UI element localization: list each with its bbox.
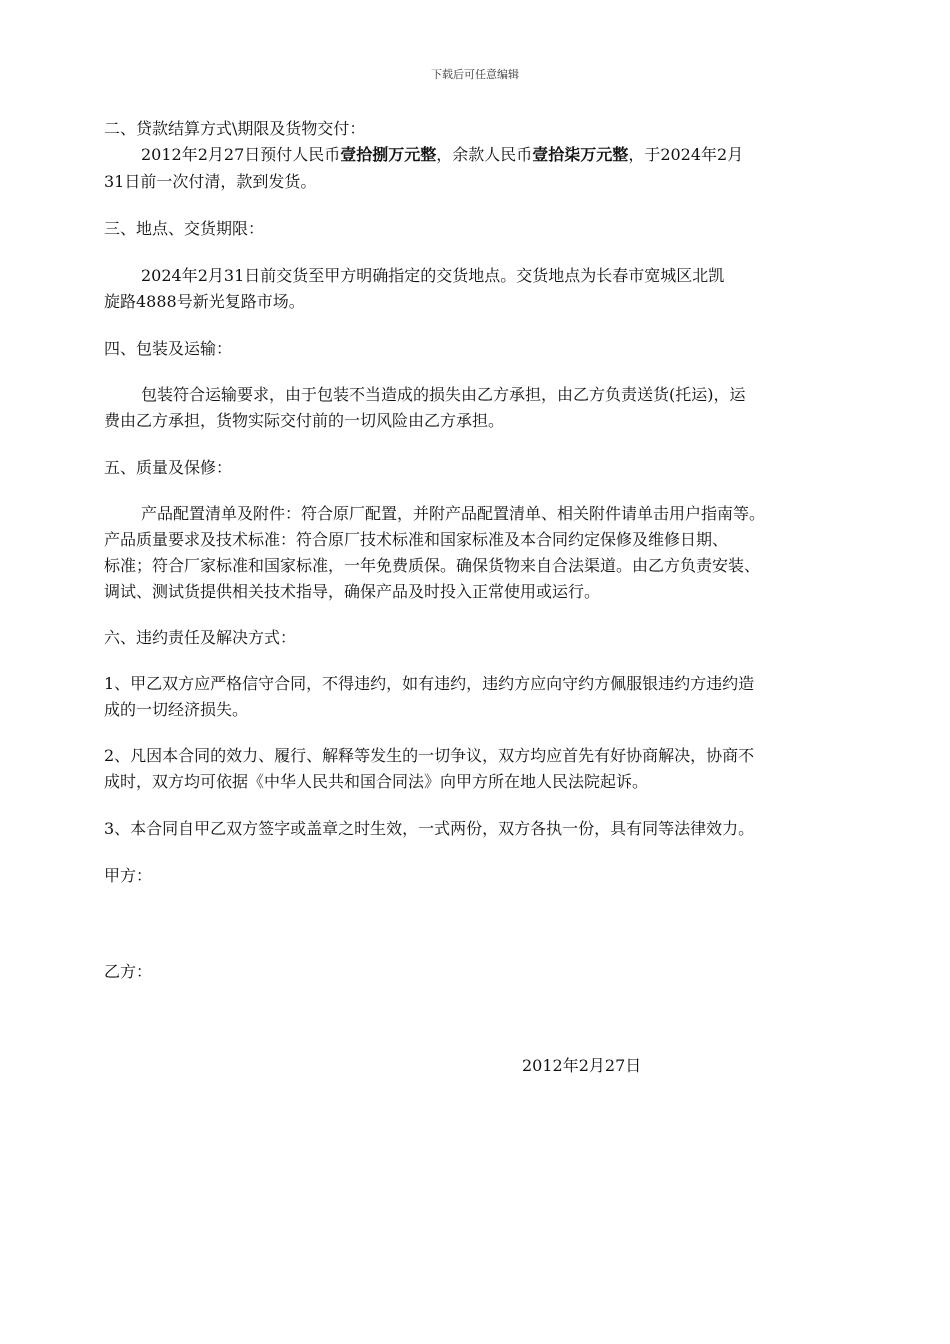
section-5-line-2: 产品质量要求及技术标准：符合原厂技术标准和国家标准及本合同约定保修及维修日期、 [104, 530, 729, 549]
section-5-line-4: 调试、测试货提供相关技术指导，确保产品及时投入正常使用或运行。 [104, 582, 601, 601]
section-3-line-1: 2024年2月31日前交货至甲方明确指定的交货地点。交货地点为长春市宽城区北凯 [141, 266, 725, 285]
clause-2-line-1: 2、凡因本合同的效力、履行、解释等发生的一切争议，双方均应首先有好协商解决，协商不 [104, 746, 755, 765]
section-2-line-1 [141, 145, 743, 165]
section-3-heading: 三、地点、交货期限： [104, 219, 265, 238]
page-header: 下载后可任意编辑 [431, 68, 519, 81]
balance-amount: 壹拾柒万元整 [532, 145, 629, 164]
clause-3: 3、本合同自甲乙双方签字或盖章之时生效，一式两份，双方各执一份，具有同等法律效力。 [104, 819, 755, 838]
clause-1-line-2: 成的一切经济损失。 [104, 700, 249, 719]
section-2-line-2: 31日前一次付清，款到发货。 [104, 172, 317, 191]
prepayment-amount: 壹拾捌万元整 [340, 145, 437, 164]
section-4-heading: 四、包装及运输： [104, 339, 233, 358]
section-3-line-2: 旋路4888号新光复路市场。 [104, 292, 305, 311]
due-date-text: ，于2024年2月 [628, 145, 744, 164]
clause-2-line-2: 成时，双方均可依据《中华人民共和国合同法》向甲方所在地人民法院起诉。 [104, 772, 649, 791]
section-5-line-3: 标准；符合厂家标准和国家标准，一年免费质保。确保货物来自合法渠道。由乙方负责安装、 [104, 556, 761, 575]
section-4-line-2: 费由乙方承担，货物实际交付前的一切风险由乙方承担。 [104, 411, 505, 430]
party-a-signature-label: 甲方： [104, 866, 153, 885]
section-4-line-1: 包装符合运输要求，由于包装不当造成的损失由乙方承担，由乙方负责送货(托运)，运 [141, 385, 746, 404]
section-6-heading: 六、违约责任及解决方式： [104, 628, 297, 647]
balance-label: ，余款人民币 [436, 145, 533, 164]
party-b-signature-label: 乙方： [104, 962, 153, 981]
section-5-line-1: 产品配置清单及附件：符合原厂配置，并附产品配置清单、相关附件请单击用户指南等。 [141, 504, 766, 523]
section-5-heading: 五、质量及保修： [104, 458, 233, 477]
payment-date-text: 2012年2月27日预付人民币 [141, 145, 341, 164]
signing-date: 2012年2月27日 [522, 1056, 642, 1075]
section-2-heading: 二、贷款结算方式\期限及货物交付： [104, 119, 366, 138]
clause-1-line-1: 1、甲乙双方应严格信守合同，不得违约，如有违约，违约方应向守约方佩服银违约方违约造 [104, 674, 755, 693]
